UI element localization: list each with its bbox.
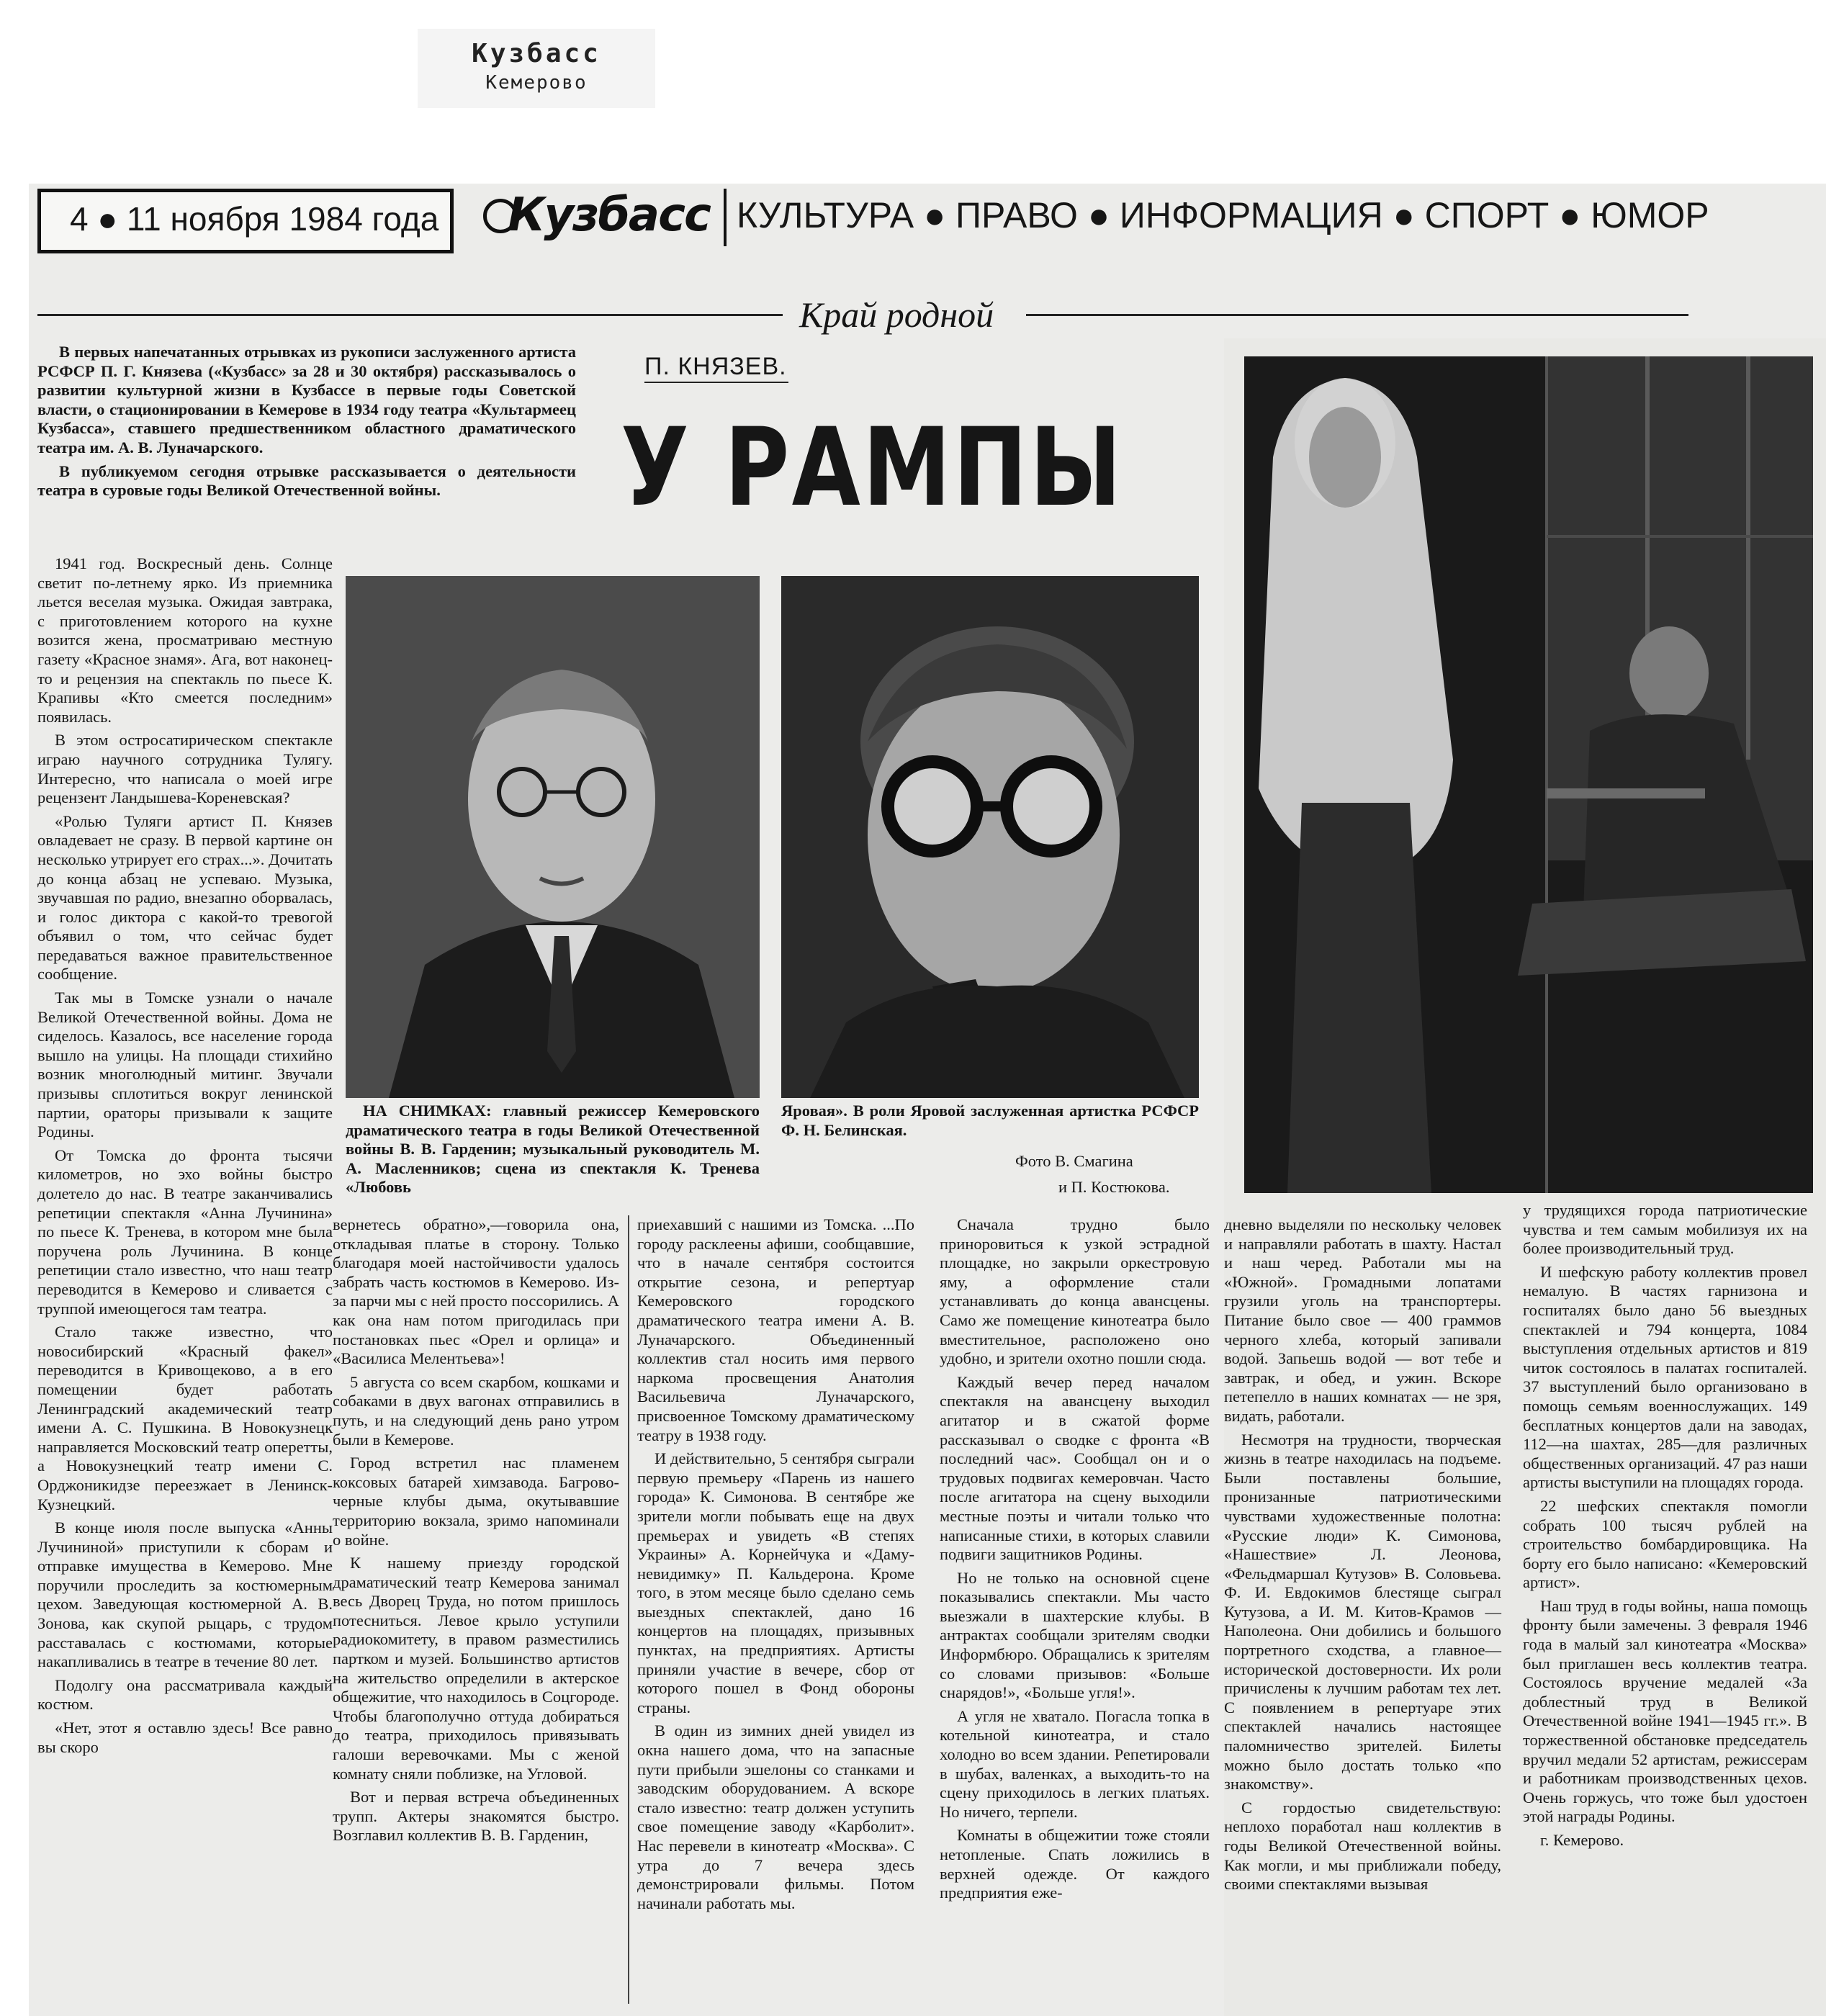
article-author: П. КНЯЗЕВ. bbox=[644, 353, 787, 380]
date-box bbox=[37, 189, 454, 253]
article-signature: г. Кемерово. bbox=[1540, 1831, 1624, 1849]
article-column-5 bbox=[1224, 1215, 1501, 1899]
column-paragraph: Комнаты в общежитии тоже стояли нетопленые. Спать ложились в верхней одежде. От каждого предприятия еже- bbox=[940, 1826, 1210, 1902]
article-title: У РАМПЫ bbox=[621, 405, 1124, 531]
rubric-title: Край родной bbox=[799, 294, 994, 335]
stage-scene-image bbox=[1244, 356, 1813, 1193]
rubric-rule-left bbox=[37, 314, 783, 316]
column-paragraph: От Томска до фронта тысячи километров, но эхо войны быстро долетело до нас. В театре заканчивались репетиции спектакля «Анна Лучинина» по пьесе К. Тренева, в котором мне была поручена роль Лучинина. В конце репетиции стало известно, что наш театр переводится в Кемерово и сливается с труппой имеющегося там театра. bbox=[37, 1146, 333, 1318]
portrait-gardenin-image bbox=[346, 576, 760, 1098]
column-paragraph: 1941 год. Воскресный день. Солнце светит по-летнему ярко. Из приемника льется веселая музыка. Ожидая завтрака, с приготовлением которого на кухне возится жена, просматриваю местную газету «Красное знамя». Ага, вот наконец-то и рецензия на спектакль по пьесе К. Крапивы «Кто смеется последним» появилась. bbox=[37, 554, 333, 726]
column-paragraph: А угля не хватало. Погасла топка в котельной кинотеатра, и стало холодно во всем здании. Репетировали в шубах, валенках, а выходить-то на сцену приходилось в легких платьях. Но ничего, терпели. bbox=[940, 1706, 1210, 1821]
article-column-4 bbox=[940, 1215, 1210, 1907]
column-paragraph: 5 августа со всем скарбом, кошками и собаками в двух вагонах отправились в путь, и на следующий день рано утром были в Кемерове. bbox=[333, 1372, 619, 1449]
photo-credit: Фото В. Смагина bbox=[1015, 1152, 1133, 1170]
column-paragraph: 22 шефских спектакля помогли собрать 100 тысяч рублей на строительство бомбардировщика. На борту его было написано: «Кемеровский артист». bbox=[1523, 1496, 1807, 1592]
column-paragraph: В один из зимних дней увидел из окна нашего дома, что на запасные пути прибыли эшелоны со станками и заводским оборудованием. А вскоре стало известно: театр должен уступить свое помещение заводу «Карболит». Нас перевели в кинотеатр «Москва». С утра до 7 вечера здесь демонстрировали фильмы. Потом начинали работать мы. bbox=[637, 1722, 914, 1912]
article-column-1 bbox=[37, 554, 333, 1761]
archive-stamp bbox=[418, 29, 655, 108]
article-column-3 bbox=[637, 1215, 914, 1917]
column-paragraph: С гордостью свидетельствую: неплохо поработал наш коллектив в годы Великой Отечественной войны. Как могли, и мы приближали победу, своими спектаклями вызывая bbox=[1224, 1798, 1501, 1894]
column-paragraph: Несмотря на трудности, творческая жизнь в театре находилась на подъеме. Были поставлены большие, пронизанные патриотическими чувствами художественные полотна: «Русские люди» К. Симонова, «Нашествие» Л. Леонова, «Фельдмаршал Кутузов» В. Соловьева. Ф. И. Евдокимов блестяще сыграл Кутузова, а И. М. Китов-Крамов — Наполеона. Они добились и большого портретного сходства, а главное—исторической достоверности. Их роли причислены к лучшим работам тех лет. С появлением в репертуаре этих спектаклей начались настоящее паломничество зрителей. Билеты можно было достать только «по знакомству». bbox=[1224, 1430, 1501, 1794]
photo-caption-left: НА СНИМКАХ: главный режиссер Кемеровского драматического театра в годы Великой Отечественной войны В. В. Гарденин; музыкальный руководитель М. А. Масленников; сцена из спектакля К. Тренева «Любовь bbox=[346, 1102, 760, 1197]
portrait-maslennikov-image bbox=[781, 576, 1199, 1098]
column-paragraph: Так мы в Томске узнали о начале Великой Отечественной войны. Дома не сиделось. Казалось, все население города вышло на улицы. На площади стихийно возник многолюдный митинг. Звучали призывы сплотиться вокруг ленинской партии, ораторы призывали к защите Родины. bbox=[37, 989, 333, 1141]
column-paragraph: Сначала трудно было приноровиться к узкой эстрадной площадке, но закрыли оркестровую яму, а оформление стали устанавливать до конца авансцены. Само же помещение кинотеатра было вместительное, расположено оно удобно, и зрители охотно пошли сюда. bbox=[940, 1215, 1210, 1368]
column-paragraph: Город встретил нас пламенем коксовых батарей химзавода. Багрово-черные клубы дыма, окутывавшие территорию вокзала, зримо напоминали о войне. bbox=[333, 1454, 619, 1549]
intro-paragraph: В публикуемом сегодня отрывке рассказывается о деятельности театра в суровые годы Великой Отечественной войны. bbox=[37, 462, 576, 500]
column-paragraph: дневно выделяли по нескольку человек и направляли работать в шахту. Настал и наш черед. Работали мы на «Южной». Громадными лопатами грузили уголь на транспортеры. Питание было свое — 400 граммов черного хлеба, который запивали водой. Запьешь водой — вот тебе и завтрак, и обед, и ужин. Вскоре петепелло в наших комнатах — не зря, видать, работали. bbox=[1224, 1215, 1501, 1425]
logo-text: Кузбасс bbox=[508, 189, 710, 242]
column-paragraph: И действительно, 5 сентября сыграли первую премьеру «Парень из нашего города» К. Симонова. В сентябре же зрители могли побывать еще на двух премьерах и увидеть «В степях Украины» А. Корнейчука и «Даму-невидимку» П. Кальдерона. Кроме того, в этом месяце было сделано семь выездных спектаклей, дано 16 концертов на площадях, призывных пунктах, на предприятиях. Артисты приняли участие в вечере, сбор от которого пошел в Фонд обороны страны. bbox=[637, 1449, 914, 1716]
photo-gardenin bbox=[346, 576, 760, 1098]
column-divider bbox=[628, 1215, 629, 2004]
column-paragraph: вернетесь обратно»,—говорила она, откладывая платье в сторону. Только благодаря моей настойчивости удалось забрать часть костюмов в Кемерово. Из-за парчи мы с ней просто поссорились. А как она нам потом пригодилась при постановках пьес «Орел и орлица» и «Василиса Мелентьева»! bbox=[333, 1215, 619, 1368]
sections-banner: КУЛЬТУРА ● ПРАВО ● ИНФОРМАЦИЯ ● СПОРТ ● ЮМОР bbox=[737, 195, 1709, 235]
column-paragraph: В конце июля после выпуска «Анны Лучининой» приступили к сборам и отправке имущества в Кемерово. Мне поручили проследить за костюмерным цехом. Заведующая костюмерной А. В. Зонова, как скупой рыцарь, с трудом расставалась с костюмами, которые накапливались в театре в течение 80 лет. bbox=[37, 1518, 333, 1671]
issue-date: 4 ● 11 ноября 1984 года bbox=[70, 200, 439, 238]
intro-paragraph: В первых напечатанных отрывках из рукописи заслуженного артиста РСФСР П. Г. Князева («Кузбасс» за 28 и 30 октября) рассказывалось о развитии культурной жизни в Кузбассе в первые годы Советской власти, о стационировании в Кемерове в 1934 году театра «Культармеец Кузбасса», ставшего предшественником областного драматического театра им. А. В. Луначарского. bbox=[37, 343, 576, 456]
column-paragraph: К нашему приезду городской драматический театр Кемерова занимал весь Дворец Труда, но потом пришлось потесниться. Левое крыло уступили радиокомитету, в правом разместились партком и музей. Большинство артистов на жительство определили в актерское общежитие, что находилось в Соцгороде. Чтобы благополучно оттуда добираться до театра, приходилось привязывать галоши веревочками. Мы с женой комнату сняли поблизке, на Угловой. bbox=[333, 1554, 619, 1783]
author-underline bbox=[644, 382, 788, 383]
sections-box bbox=[724, 189, 1709, 246]
stamp-city: Кемерово bbox=[485, 72, 588, 94]
column-paragraph: Наш труд в годы войны, наша помощь фронту были замечены. 3 февраля 1946 года в малый зал кинотеатра «Москва» был приглашен весь коллектив театра. Состоялось вручение медалей «За доблестный труд в Великой Отечественной войне 1941—1945 гг.». В торжественной обстановке председатель вручил медали 52 артистам, режиссерам и работникам производственных цехов. Очень горжусь, что тоже был удостоен этой награды Родины. bbox=[1523, 1596, 1807, 1826]
column-paragraph: Подолгу она рассматривала каждый костюм. bbox=[37, 1675, 333, 1714]
photo-caption-right: Яровая». В роли Яровой заслуженная артистка РСФСР Ф. Н. Белинская. bbox=[781, 1102, 1199, 1139]
column-paragraph: Каждый вечер перед началом спектакля на авансцену выходил агитатор и в сжатой форме рассказывал о сводке с фронта «В последний час». Сообщал он и о трудовых подвигах кемеровчан. Часто после агитатора на сцену выходили местные поэты и читали только что написанные стихи, в которых славили подвиги защитников Родины. bbox=[940, 1372, 1210, 1564]
column-paragraph: «Нет, этот я оставлю здесь! Все равно вы скоро bbox=[37, 1719, 333, 1756]
photo-maslennikov bbox=[781, 576, 1199, 1098]
column-paragraph: В этом остросатирическом спектакле играю научного сотрудника Тулягу. Интересно, что написала о моей игре рецензент Ландышева-Кореневская? bbox=[37, 731, 333, 807]
column-paragraph: Стало также известно, что новосибирский «Красный факел» переводится в Кривощеково, а в его помещении будет работать Ленинградский академический театр имени А. С. Пушкина. В Новокузнецк направляется Московский театр оперетты, а Новокузнецкий театр имени С. Орджоникидзе переезжает в Ленинск-Кузнецкий. bbox=[37, 1323, 333, 1513]
stamp-paper: Кузбасс bbox=[472, 39, 601, 68]
column-paragraph: Но не только на основной сцене показывались спектакли. Мы часто выезжали в шахтерские клубы. В антрактах сообщали зрителям сводки Информбюро. Обращались к зрителям со словами призывов: «Больше снарядов!», «Больше угля!». bbox=[940, 1568, 1210, 1702]
column-paragraph: у трудящихся города патриотические чувства и тем самым мобилизуя их на более производительный труд. bbox=[1523, 1201, 1807, 1258]
article-column-6 bbox=[1523, 1201, 1807, 1855]
column-paragraph: «Ролью Туляги артист П. Князев овладевает не сразу. В первой картине он несколько утрирует его страх...». Дочитать до конца абзац не успеваю. Музыка, звучавшая по радио, внезапно оборвалась, и голос диктора с какой-то тревогой объявил о том, что сейчас будет передаваться важное правительственное сообщение. bbox=[37, 811, 333, 984]
column-paragraph: И шефскую работу коллектив провел немалую. В частях гарнизона и госпиталях было дано 56 выездных спектаклей и 794 концерта, 1084 выступления отдельных артистов и 819 читок состоялось в палатах госпиталей. 37 выступлений было организовано в помощь семьям военнослужащих. 149 бесплатных концертов дали на заводах, 112—на шахтах, 285—для различных общественных организаций. 47 раз наши артисты выступили на площадях города. bbox=[1523, 1262, 1807, 1492]
photo-lyubov-yarovaya-scene bbox=[1244, 356, 1813, 1193]
photo-credit: и П. Костюкова. bbox=[1058, 1178, 1170, 1196]
article-column-2 bbox=[333, 1215, 619, 1850]
column-paragraph: приехавший с нашими из Томска. ...По городу расклеены афиши, сообщавшие, что в начале сентября состоится открытие сезона, и репертуар Кемеровского городского драматического театра имени А. В. Луначарского. Объединенный коллектив стал носить имя первого наркома просвещения Анатолия Васильевича Луначарского, присвоенное Томскому драматическому театру в 1938 году. bbox=[637, 1215, 914, 1444]
column-paragraph: Вот и первая встреча объединенных трупп. Актеры знакомятся быстро. Возглавил коллектив В. В. Гарденин, bbox=[333, 1788, 619, 1845]
rubric-rule-right bbox=[1026, 314, 1688, 316]
article-intro bbox=[37, 343, 576, 505]
newspaper-logo bbox=[479, 189, 713, 253]
